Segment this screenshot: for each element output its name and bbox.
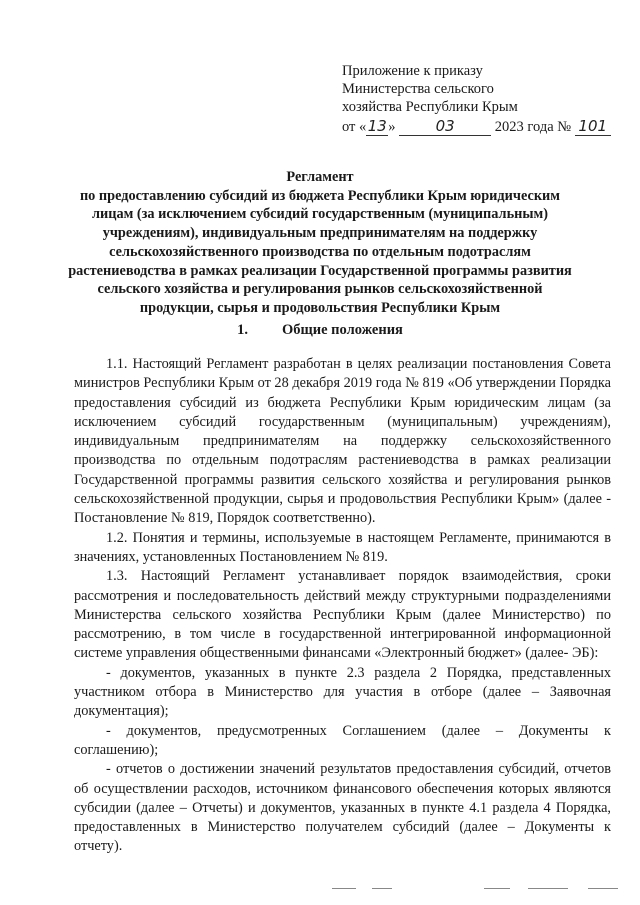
scan-mark: [372, 888, 392, 889]
date-year: 2023 года №: [491, 118, 572, 135]
date-mid: »: [388, 118, 396, 135]
paragraph: - отчетов о достижении значений результатов предоставления субсидий, отчетов об осуществлении расходов, источником финансового обеспечения которых являются субсидии (далее – Отчеты) и документов, указанных в пункте 4.1 раздела 4 Порядка, предоставленных в Министерство получателем субсидий (далее – Документы к отчету).: [74, 761, 611, 855]
paragraph: 1.3. Настоящий Регламент устанавливает порядок взаимодействия, сроки рассмотрения и последовательность действий между структурными подразделениями Министерства сельского хозяйства Республики Крым (далее Министерство) по рассмотрению, в том числе в государственной интегрированной информационной системе управления общественными финансами «Электронный бюджет» (далее- ЭБ):: [74, 568, 611, 662]
regulation-title: [40, 168, 600, 318]
title-line: продукции, сырья и продовольствия Республики Крым: [139, 299, 501, 316]
document-body: [74, 355, 611, 857]
title-line: лицам (за исключением субсидий государственным (муниципальным): [91, 206, 549, 223]
paragraph: - документов, предусмотренных Соглашением (далее – Документы к соглашению);: [74, 722, 611, 758]
scan-mark: [588, 888, 618, 889]
section-title: Общие положения: [281, 322, 403, 338]
appendix-line-2: Министерства сельского: [342, 81, 494, 98]
date-day: 13: [367, 116, 387, 135]
paragraph: 1.1. Настоящий Регламент разработан в целях реализации постановления Совета министров Республики Крым от 28 декабря 2019 года № 819 «Об утверждении Порядка предоставления субсидий из бюджета Республики Крым юридическим лицам (за исключением субсидий государственным (муниципальным) учреждениям), индивидуальным предпринимателям на поддержку сельскохозяйственного производства по отдельным подотраслям растениеводства в рамках реализации Государственной программы развития сельского хозяйства и регулирования рынков сельскохозяйственной продукции, сырья и продовольствия Республики Крым» (далее - Постановление № 819, Порядок соответственно).: [74, 356, 611, 527]
title-heading: Регламент: [286, 169, 354, 185]
appendix-line-3: хозяйства Республики Крым: [342, 99, 518, 116]
date-month: 03: [399, 117, 491, 136]
title-line: растениеводства в рамках реализации Государственной программы развития: [68, 262, 572, 279]
appendix-header: [342, 62, 612, 136]
order-number: 101: [575, 117, 611, 136]
title-line: сельскохозяйственного производства по отдельным подотраслям: [109, 243, 531, 260]
title-line: учреждениям), индивидуальным предпринимателям на поддержку: [102, 225, 538, 242]
scan-mark: [528, 888, 568, 889]
section-number: 1.: [237, 322, 248, 338]
paragraph: - документов, указанных в пункте 2.3 раздела 2 Порядка, представленных участником отбора в Министерство для участия в отборе (далее – Заявочная документация);: [74, 664, 611, 720]
scan-mark: [484, 888, 510, 889]
date-prefix: от «: [342, 118, 367, 135]
scan-mark: [332, 888, 356, 889]
footer-scan-marks: [0, 880, 640, 900]
appendix-date-line: [342, 117, 612, 136]
title-line: сельского хозяйства и регулирования рынков сельскохозяйственной: [97, 281, 543, 298]
title-line: по предоставлению субсидий из бюджета Республики Крым юридическим: [79, 187, 561, 204]
appendix-line-1: Приложение к приказу: [342, 63, 483, 79]
paragraph: 1.2. Понятия и термины, используемые в настоящем Регламенте, принимаются в значениях, установленных Постановлением № 819.: [74, 529, 611, 565]
section-heading: [40, 322, 600, 339]
